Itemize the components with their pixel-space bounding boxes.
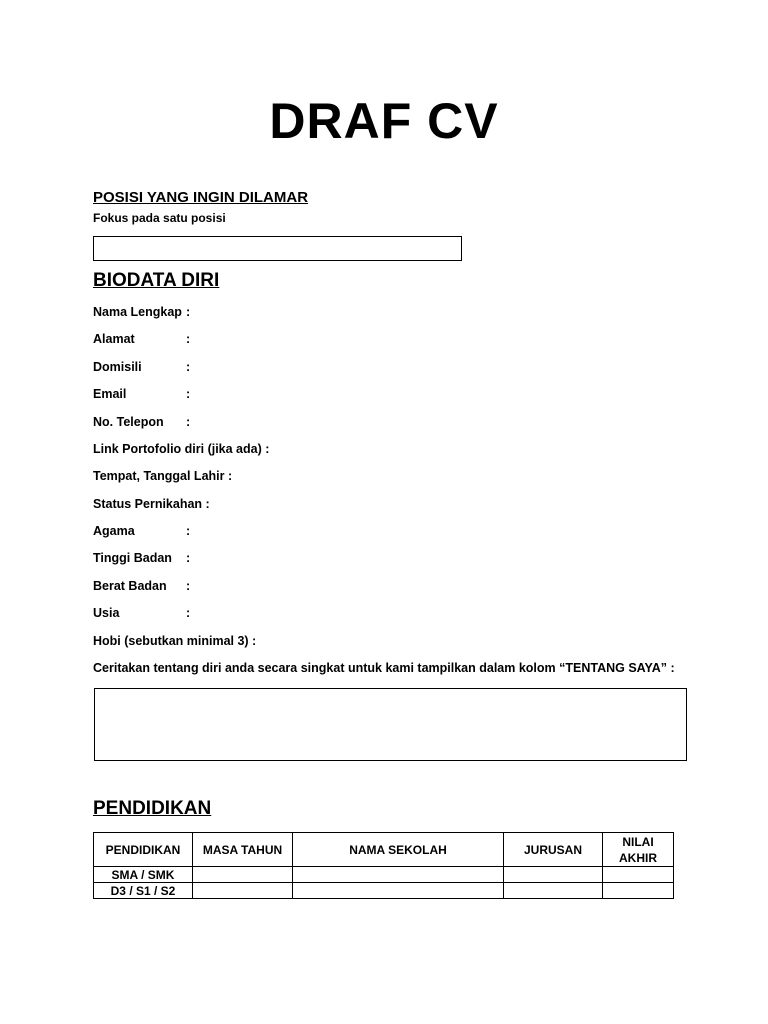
field-separator: : [186, 305, 191, 319]
field-separator: : [186, 606, 191, 620]
tentang-saya-box[interactable] [94, 688, 687, 761]
position-heading: POSISI YANG INGIN DILAMAR [93, 189, 309, 206]
table-cell[interactable] [504, 867, 603, 883]
field-alamat [93, 332, 190, 346]
table-row [94, 867, 674, 883]
position-note: Fokus pada satu posisi [93, 211, 226, 225]
column-header: NAMA SEKOLAH [293, 833, 504, 867]
column-header: MASA TAHUN [193, 833, 293, 867]
field-label: No. Telepon [93, 415, 164, 429]
table-cell[interactable] [193, 867, 293, 883]
table-cell: D3 / S1 / S2 [94, 883, 193, 899]
field-tentang-saya-prompt [93, 661, 675, 675]
table-cell[interactable] [603, 883, 674, 899]
table-cell[interactable] [293, 883, 504, 899]
field-agama [93, 524, 190, 538]
field-label: Link Portofolio diri (jika ada) : [93, 442, 270, 456]
biodata-heading: BIODATA DIRI [93, 270, 220, 291]
field-label: Usia [93, 606, 120, 620]
table-cell[interactable] [603, 867, 674, 883]
field-label: Domisili [93, 360, 142, 374]
field-tinggi-badan [93, 551, 190, 565]
field-separator: : [186, 415, 191, 429]
field-link-portofolio [93, 442, 269, 456]
field-domisili [93, 360, 190, 374]
field-label: Berat Badan [93, 579, 167, 593]
table-cell: SMA / SMK [94, 867, 193, 883]
field-separator: : [186, 332, 191, 346]
position-input-box[interactable] [93, 236, 462, 261]
document-title: DRAF CV [269, 93, 499, 149]
field-separator: : [186, 551, 191, 565]
education-heading: PENDIDIKAN [93, 798, 212, 819]
table-row [94, 883, 674, 899]
field-nama-lengkap [93, 305, 190, 319]
column-header: JURUSAN [504, 833, 603, 867]
column-header: PENDIDIKAN [94, 833, 193, 867]
field-email [93, 387, 190, 401]
education-table [93, 832, 674, 899]
table-cell[interactable] [293, 867, 504, 883]
field-label: Ceritakan tentang diri anda secara singkat untuk kami tampilkan dalam kolom “TENTANG SAYA” : [93, 661, 675, 675]
field-separator: : [186, 524, 191, 538]
table-header-row [94, 833, 674, 867]
field-separator: : [186, 360, 191, 374]
field-separator: : [186, 579, 191, 593]
field-usia [93, 606, 190, 620]
field-label: Tempat, Tanggal Lahir : [93, 469, 233, 483]
field-tempat-tanggal-lahir [93, 469, 232, 483]
field-label: Alamat [93, 332, 135, 346]
field-separator: : [186, 387, 191, 401]
table-cell[interactable] [193, 883, 293, 899]
field-label: Nama Lengkap [93, 305, 182, 319]
field-label: Agama [93, 524, 135, 538]
field-hobi [93, 634, 256, 648]
field-label: Tinggi Badan [93, 551, 172, 565]
field-status-pernikahan [93, 497, 210, 511]
field-no-telepon [93, 415, 190, 429]
table-cell[interactable] [504, 883, 603, 899]
column-header: NILAI AKHIR [603, 833, 674, 867]
field-berat-badan [93, 579, 190, 593]
field-label: Hobi (sebutkan minimal 3) : [93, 634, 257, 648]
field-label: Email [93, 387, 127, 401]
field-label: Status Pernikahan : [93, 497, 210, 511]
